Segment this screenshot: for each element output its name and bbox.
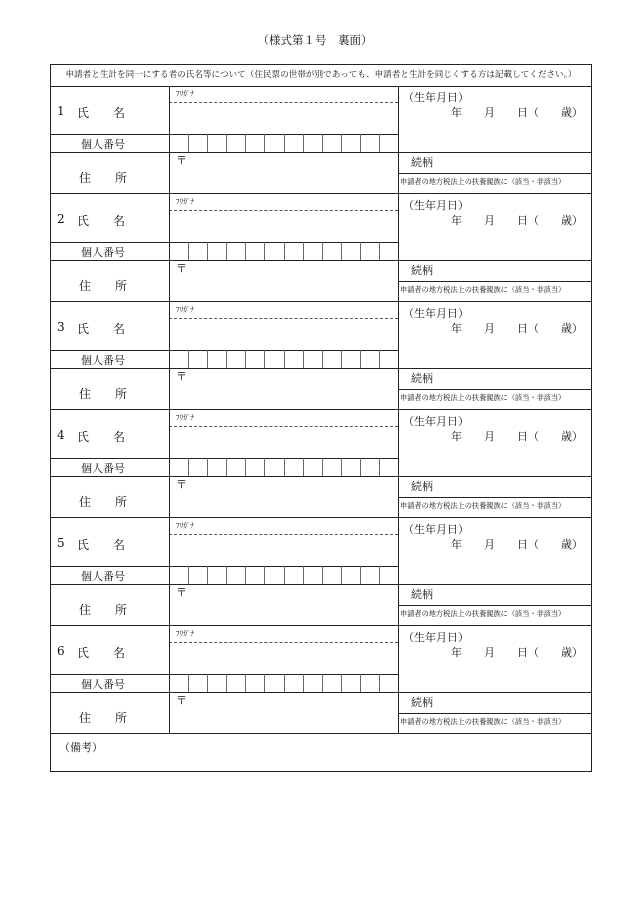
postal-mark: 〒 (176, 478, 187, 491)
birthdate-label: （生年月日） (403, 199, 469, 212)
relation-label: 続柄 (411, 696, 433, 709)
furigana-label: ﾌﾘｶﾞﾅ (176, 521, 194, 530)
birthdate-label: （生年月日） (403, 415, 469, 428)
address-input[interactable] (170, 369, 397, 408)
address-label: 住 所 (79, 279, 128, 293)
address-input[interactable] (170, 153, 397, 192)
birthdate-fields[interactable]: 年 月 日（ 歳） (451, 646, 583, 659)
furigana-label: ﾌﾘｶﾞﾅ (176, 305, 194, 314)
dependent-status[interactable]: 申請者の地方税法上の扶養親族に（該当・非該当） (400, 609, 566, 618)
dependent-status[interactable]: 申請者の地方税法上の扶養親族に（該当・非該当） (400, 177, 566, 186)
name-label: 氏 名 (77, 106, 126, 120)
member-entry (51, 410, 591, 518)
mynumber-label: 個人番号 (81, 678, 125, 691)
furigana-input[interactable] (170, 87, 397, 101)
name-input[interactable] (170, 643, 397, 673)
dependent-status[interactable]: 申請者の地方税法上の扶養親族に（該当・非該当） (400, 717, 566, 726)
name-input[interactable] (170, 427, 397, 457)
name-input[interactable] (170, 211, 397, 241)
name-label: 氏 名 (77, 538, 126, 552)
mynumber-label: 個人番号 (81, 354, 125, 367)
member-entry (51, 302, 591, 410)
mynumber-input[interactable] (170, 675, 397, 691)
furigana-label: ﾌﾘｶﾞﾅ (176, 197, 194, 206)
address-input[interactable] (170, 477, 397, 516)
postal-mark: 〒 (176, 370, 187, 383)
furigana-input[interactable] (170, 303, 397, 317)
name-label: 氏 名 (77, 322, 126, 336)
mynumber-input[interactable] (170, 459, 397, 475)
form-intro: 申請者と生計を同一にする者の氏名等について（住民票の世帯が別であっても、申請者と生計を同じくする方は記載してください。） (51, 65, 591, 87)
relation-label: 続柄 (411, 480, 433, 493)
address-label: 住 所 (79, 711, 128, 725)
household-members-form (50, 64, 592, 772)
entry-number: 1 (57, 104, 65, 118)
mynumber-label: 個人番号 (81, 570, 125, 583)
mynumber-input[interactable] (170, 135, 397, 151)
name-label: 氏 名 (77, 646, 126, 660)
birthdate-fields[interactable]: 年 月 日（ 歳） (451, 214, 583, 227)
birthdate-fields[interactable]: 年 月 日（ 歳） (451, 322, 583, 335)
member-entry (51, 626, 591, 734)
mynumber-input[interactable] (170, 567, 397, 583)
birthdate-fields[interactable]: 年 月 日（ 歳） (451, 538, 583, 551)
birthdate-label: （生年月日） (403, 91, 469, 104)
entry-number: 3 (57, 320, 65, 334)
furigana-input[interactable] (170, 411, 397, 425)
mynumber-label: 個人番号 (81, 138, 125, 151)
entry-number: 5 (57, 536, 65, 550)
entry-number: 4 (57, 428, 65, 442)
furigana-label: ﾌﾘｶﾞﾅ (176, 413, 194, 422)
name-input[interactable] (170, 535, 397, 565)
postal-mark: 〒 (176, 586, 187, 599)
furigana-label: ﾌﾘｶﾞﾅ (176, 89, 194, 98)
address-label: 住 所 (79, 387, 128, 401)
dependent-status[interactable]: 申請者の地方税法上の扶養親族に（該当・非該当） (400, 501, 566, 510)
furigana-input[interactable] (170, 627, 397, 641)
name-input[interactable] (170, 103, 397, 133)
postal-mark: 〒 (176, 262, 187, 275)
furigana-label: ﾌﾘｶﾞﾅ (176, 629, 194, 638)
entry-number: 6 (57, 644, 65, 658)
mynumber-label: 個人番号 (81, 462, 125, 475)
birthdate-label: （生年月日） (403, 307, 469, 320)
name-label: 氏 名 (77, 214, 126, 228)
entry-number: 2 (57, 212, 65, 226)
name-label: 氏 名 (77, 430, 126, 444)
mynumber-input[interactable] (170, 351, 397, 367)
mynumber-label: 個人番号 (81, 246, 125, 259)
address-label: 住 所 (79, 171, 128, 185)
address-label: 住 所 (79, 603, 128, 617)
address-input[interactable] (170, 693, 397, 732)
remarks-field[interactable] (51, 734, 591, 771)
furigana-input[interactable] (170, 519, 397, 533)
birthdate-fields[interactable]: 年 月 日（ 歳） (451, 430, 583, 443)
dependent-status[interactable]: 申請者の地方税法上の扶養親族に（該当・非該当） (400, 285, 566, 294)
birthdate-label: （生年月日） (403, 631, 469, 644)
postal-mark: 〒 (176, 694, 187, 707)
relation-label: 続柄 (411, 588, 433, 601)
furigana-input[interactable] (170, 195, 397, 209)
address-input[interactable] (170, 585, 397, 624)
relation-label: 続柄 (411, 156, 433, 169)
member-entry (51, 518, 591, 626)
birthdate-label: （生年月日） (403, 523, 469, 536)
member-entry (51, 86, 591, 194)
member-entry (51, 194, 591, 302)
mynumber-input[interactable] (170, 243, 397, 259)
address-label: 住 所 (79, 495, 128, 509)
form-title: （様式第１号 裏面） (257, 33, 373, 47)
dependent-status[interactable]: 申請者の地方税法上の扶養親族に（該当・非該当） (400, 393, 566, 402)
postal-mark: 〒 (176, 154, 187, 167)
address-input[interactable] (170, 261, 397, 300)
birthdate-fields[interactable]: 年 月 日（ 歳） (451, 106, 583, 119)
relation-label: 続柄 (411, 372, 433, 385)
relation-label: 続柄 (411, 264, 433, 277)
name-input[interactable] (170, 319, 397, 349)
remarks-label: （備考） (59, 741, 103, 754)
